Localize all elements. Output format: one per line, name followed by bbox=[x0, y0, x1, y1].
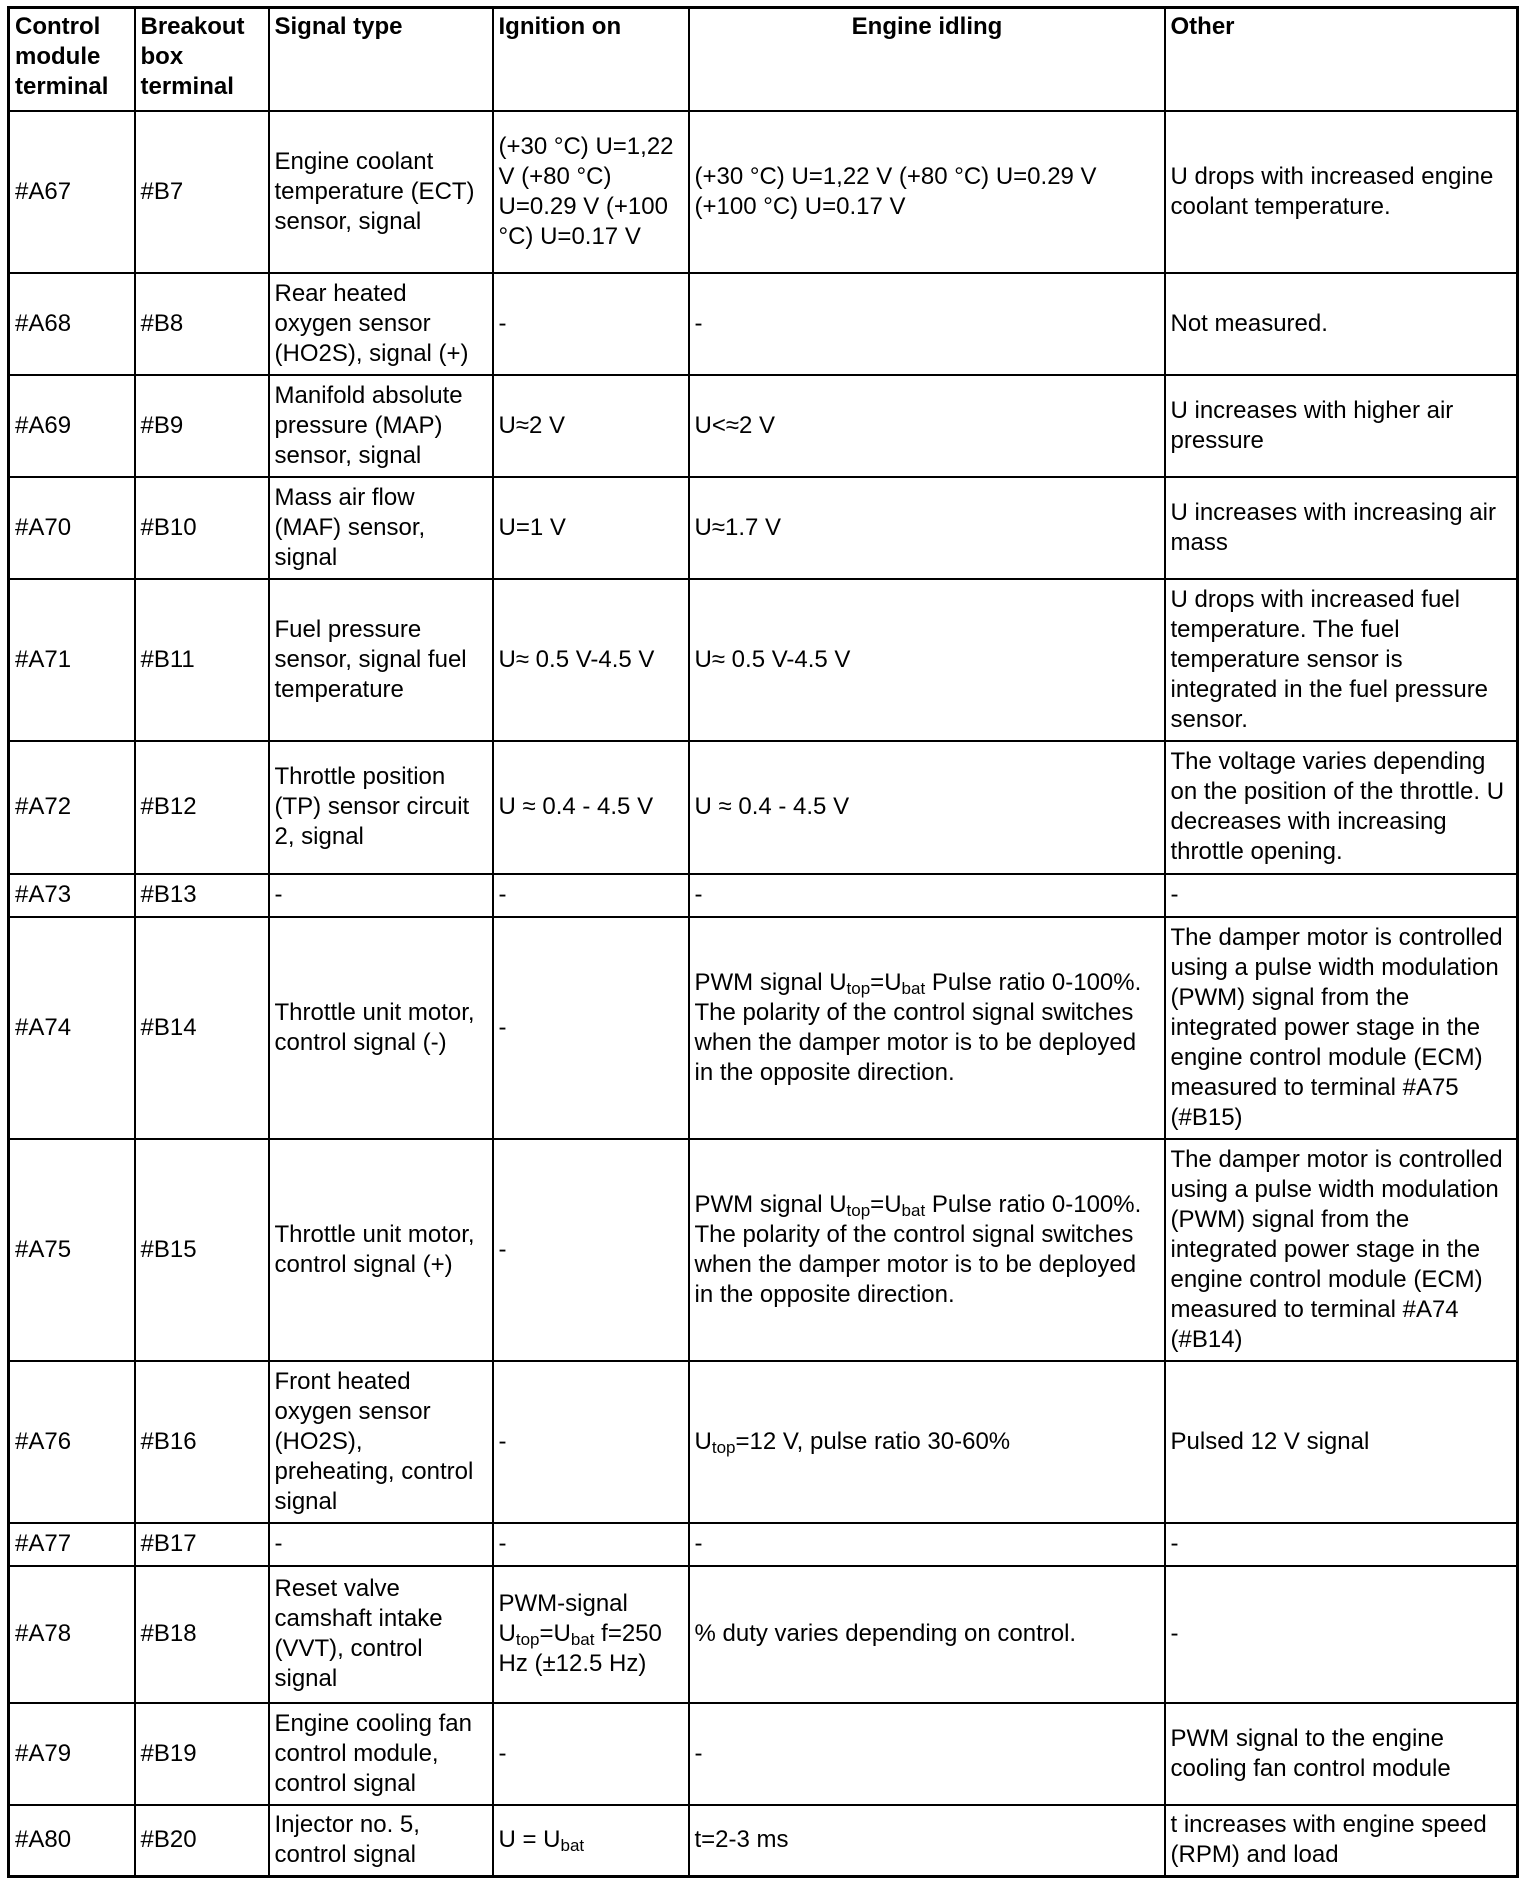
table-row bbox=[9, 579, 1518, 741]
cell-other: - bbox=[1165, 874, 1518, 917]
cell-control-module-terminal: #A79 bbox=[9, 1703, 135, 1805]
table-row bbox=[9, 1566, 1518, 1703]
cell-ignition-on: U=1 V bbox=[493, 477, 689, 579]
cell-signal-type: Engine coolant temperature (ECT) sensor, signal bbox=[269, 111, 493, 273]
header-breakout-box-terminal: Breakout box terminal bbox=[135, 8, 269, 111]
cell-signal-type: Engine cooling fan control module, control signal bbox=[269, 1703, 493, 1805]
cell-breakout-box-terminal: #B8 bbox=[135, 273, 269, 375]
table-row bbox=[9, 917, 1518, 1139]
table-row bbox=[9, 111, 1518, 273]
cell-signal-type: Reset valve camshaft intake (VVT), control signal bbox=[269, 1566, 493, 1703]
cell-other: t increases with engine speed (RPM) and load bbox=[1165, 1805, 1518, 1877]
cell-engine-idling: U≈1.7 V bbox=[689, 477, 1165, 579]
header-signal-type: Signal type bbox=[269, 8, 493, 111]
cell-other: The damper motor is controlled using a pulse width modulation (PWM) signal from the integrated power stage in the engine control module (ECM) measured to terminal #A74 (#B14) bbox=[1165, 1139, 1518, 1361]
cell-breakout-box-terminal: #B7 bbox=[135, 111, 269, 273]
cell-signal-type: Front heated oxygen sensor (HO2S), preheating, control signal bbox=[269, 1361, 493, 1523]
cell-control-module-terminal: #A76 bbox=[9, 1361, 135, 1523]
cell-ignition-on: (+30 °C) U=1,22 V (+80 °C) U=0.29 V (+100 °C) U=0.17 V bbox=[493, 111, 689, 273]
cell-ignition-on: - bbox=[493, 874, 689, 917]
cell-other: Not measured. bbox=[1165, 273, 1518, 375]
cell-breakout-box-terminal: #B10 bbox=[135, 477, 269, 579]
cell-signal-type: Rear heated oxygen sensor (HO2S), signal (+) bbox=[269, 273, 493, 375]
cell-signal-type: Manifold absolute pressure (MAP) sensor, signal bbox=[269, 375, 493, 477]
cell-control-module-terminal: #A72 bbox=[9, 741, 135, 874]
cell-engine-idling: - bbox=[689, 273, 1165, 375]
cell-breakout-box-terminal: #B20 bbox=[135, 1805, 269, 1877]
table-row bbox=[9, 741, 1518, 874]
cell-breakout-box-terminal: #B13 bbox=[135, 874, 269, 917]
cell-control-module-terminal: #A78 bbox=[9, 1566, 135, 1703]
cell-engine-idling: - bbox=[689, 1523, 1165, 1566]
cell-control-module-terminal: #A77 bbox=[9, 1523, 135, 1566]
cell-breakout-box-terminal: #B16 bbox=[135, 1361, 269, 1523]
cell-control-module-terminal: #A73 bbox=[9, 874, 135, 917]
cell-engine-idling: U ≈ 0.4 - 4.5 V bbox=[689, 741, 1165, 874]
cell-control-module-terminal: #A69 bbox=[9, 375, 135, 477]
terminal-signal-table bbox=[7, 6, 1519, 1878]
cell-ignition-on: $U = U_{bat}$ bbox=[493, 1805, 689, 1877]
cell-other: U drops with increased fuel temperature. The fuel temperature sensor is integrated in the fuel pressure sensor. bbox=[1165, 579, 1518, 741]
cell-breakout-box-terminal: #B15 bbox=[135, 1139, 269, 1361]
cell-control-module-terminal: #A80 bbox=[9, 1805, 135, 1877]
cell-engine-idling: PWM signal $U_{top}=U_{bat}$ Pulse ratio 0-100%. The polarity of the control signal switches when the damper motor is to be deployed in the opposite direction. bbox=[689, 917, 1165, 1139]
cell-signal-type: - bbox=[269, 1523, 493, 1566]
cell-ignition-on: - bbox=[493, 1139, 689, 1361]
cell-other: PWM signal to the engine cooling fan control module bbox=[1165, 1703, 1518, 1805]
header-ignition-on: Ignition on bbox=[493, 8, 689, 111]
cell-control-module-terminal: #A71 bbox=[9, 579, 135, 741]
table-row bbox=[9, 1805, 1518, 1877]
cell-engine-idling: - bbox=[689, 1703, 1165, 1805]
cell-breakout-box-terminal: #B19 bbox=[135, 1703, 269, 1805]
cell-breakout-box-terminal: #B9 bbox=[135, 375, 269, 477]
header-other: Other bbox=[1165, 8, 1518, 111]
cell-other: - bbox=[1165, 1566, 1518, 1703]
cell-ignition-on: - bbox=[493, 1361, 689, 1523]
cell-other: Pulsed 12 V signal bbox=[1165, 1361, 1518, 1523]
cell-engine-idling: - bbox=[689, 874, 1165, 917]
cell-control-module-terminal: #A68 bbox=[9, 273, 135, 375]
cell-engine-idling: PWM signal $U_{top}=U_{bat}$ Pulse ratio 0-100%. The polarity of the control signal switches when the damper motor is to be deployed in the opposite direction. bbox=[689, 1139, 1165, 1361]
cell-breakout-box-terminal: #B11 bbox=[135, 579, 269, 741]
cell-ignition-on: U ≈ 0.4 - 4.5 V bbox=[493, 741, 689, 874]
table-row bbox=[9, 1703, 1518, 1805]
table-row bbox=[9, 1523, 1518, 1566]
cell-ignition-on: - bbox=[493, 917, 689, 1139]
table-row bbox=[9, 273, 1518, 375]
cell-other: The damper motor is controlled using a pulse width modulation (PWM) signal from the integrated power stage in the engine control module (ECM) measured to terminal #A75 (#B15) bbox=[1165, 917, 1518, 1139]
header-row bbox=[9, 8, 1518, 111]
cell-signal-type: Fuel pressure sensor, signal fuel temperature bbox=[269, 579, 493, 741]
cell-signal-type: Throttle unit motor, control signal (+) bbox=[269, 1139, 493, 1361]
cell-ignition-on: PWM-signal $U_{top}=U_{bat}$ f=250 Hz (±12.5 Hz) bbox=[493, 1566, 689, 1703]
cell-other: U drops with increased engine coolant temperature. bbox=[1165, 111, 1518, 273]
cell-engine-idling: (+30 °C) U=1,22 V (+80 °C) U=0.29 V (+100 °C) U=0.17 V bbox=[689, 111, 1165, 273]
cell-breakout-box-terminal: #B17 bbox=[135, 1523, 269, 1566]
header-engine-idling: Engine idling bbox=[689, 8, 1165, 111]
cell-other: U increases with increasing air mass bbox=[1165, 477, 1518, 579]
cell-breakout-box-terminal: #B12 bbox=[135, 741, 269, 874]
header-control-module-terminal: Control module terminal bbox=[9, 8, 135, 111]
cell-ignition-on: U≈2 V bbox=[493, 375, 689, 477]
table-row bbox=[9, 375, 1518, 477]
cell-signal-type: Injector no. 5, control signal bbox=[269, 1805, 493, 1877]
cell-engine-idling: U≈ 0.5 V-4.5 V bbox=[689, 579, 1165, 741]
cell-engine-idling: U<≈2 V bbox=[689, 375, 1165, 477]
cell-other: U increases with higher air pressure bbox=[1165, 375, 1518, 477]
cell-control-module-terminal: #A67 bbox=[9, 111, 135, 273]
cell-control-module-terminal: #A70 bbox=[9, 477, 135, 579]
cell-breakout-box-terminal: #B18 bbox=[135, 1566, 269, 1703]
cell-ignition-on: - bbox=[493, 1523, 689, 1566]
cell-ignition-on: - bbox=[493, 273, 689, 375]
cell-control-module-terminal: #A74 bbox=[9, 917, 135, 1139]
cell-control-module-terminal: #A75 bbox=[9, 1139, 135, 1361]
table-row bbox=[9, 1139, 1518, 1361]
cell-other: - bbox=[1165, 1523, 1518, 1566]
table-row bbox=[9, 1361, 1518, 1523]
cell-signal-type: - bbox=[269, 874, 493, 917]
cell-engine-idling: % duty varies depending on control. bbox=[689, 1566, 1165, 1703]
cell-ignition-on: U≈ 0.5 V-4.5 V bbox=[493, 579, 689, 741]
cell-signal-type: Mass air flow (MAF) sensor, signal bbox=[269, 477, 493, 579]
cell-signal-type: Throttle position (TP) sensor circuit 2, signal bbox=[269, 741, 493, 874]
cell-engine-idling: t=2-3 ms bbox=[689, 1805, 1165, 1877]
table-row bbox=[9, 477, 1518, 579]
cell-engine-idling: $U_{top}=12$ V, pulse ratio 30-60% bbox=[689, 1361, 1165, 1523]
cell-breakout-box-terminal: #B14 bbox=[135, 917, 269, 1139]
cell-signal-type: Throttle unit motor, control signal (-) bbox=[269, 917, 493, 1139]
table-row bbox=[9, 874, 1518, 917]
cell-other: The voltage varies depending on the position of the throttle. U decreases with increasing throttle opening. bbox=[1165, 741, 1518, 874]
cell-ignition-on: - bbox=[493, 1703, 689, 1805]
